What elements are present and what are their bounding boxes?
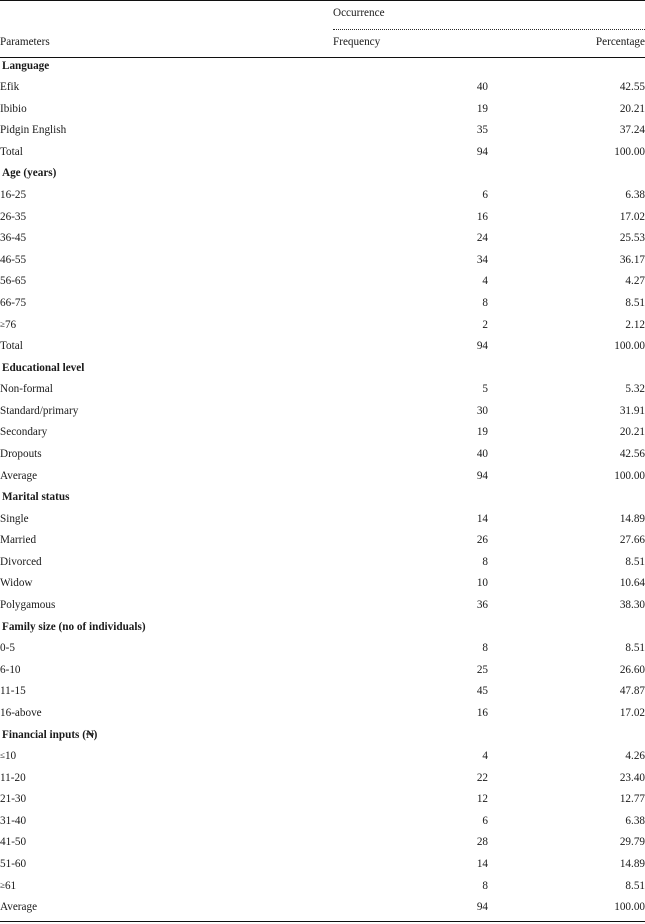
cell-frequency: 94 xyxy=(333,339,488,361)
cell-parameter: 36-45 xyxy=(0,231,333,253)
cell-frequency: 8 xyxy=(333,554,488,576)
cell-parameter: 26-35 xyxy=(0,209,333,231)
cell-percentage: 14.89 xyxy=(488,856,645,878)
cell-frequency: 2 xyxy=(333,317,488,339)
cell-percentage: 100.00 xyxy=(488,339,645,361)
cell-parameter: 16-above xyxy=(0,705,333,727)
table-row xyxy=(0,749,645,771)
cell-parameter: 66-75 xyxy=(0,295,333,317)
cell-parameter: Pidgin English xyxy=(0,123,333,145)
table-row xyxy=(0,878,645,900)
column-header-row xyxy=(0,34,645,56)
cell-percentage: 36.17 xyxy=(488,252,645,274)
cell-parameter: Married xyxy=(0,533,333,555)
cell-parameter: 16-25 xyxy=(0,187,333,209)
cell-parameter: Average xyxy=(0,468,333,490)
cell-frequency: 26 xyxy=(333,533,488,555)
cell-parameter: 6-10 xyxy=(0,662,333,684)
table-row xyxy=(0,101,645,123)
cell-frequency: 35 xyxy=(333,123,488,145)
cell-percentage: 8.51 xyxy=(488,295,645,317)
table-row xyxy=(0,231,645,253)
table-row xyxy=(0,770,645,792)
section-group-row xyxy=(0,166,645,188)
table-row xyxy=(0,123,645,145)
cell-percentage: 4.26 xyxy=(488,749,645,771)
cell-parameter: ≤10 xyxy=(0,749,333,771)
cell-parameter: Divorced xyxy=(0,554,333,576)
cell-frequency: 45 xyxy=(333,684,488,706)
cell-frequency: 8 xyxy=(333,295,488,317)
cell-parameter: Secondary xyxy=(0,425,333,447)
cell-parameter: 46-55 xyxy=(0,252,333,274)
table-row xyxy=(0,576,645,598)
cell-frequency: 16 xyxy=(333,209,488,231)
cell-frequency: 6 xyxy=(333,187,488,209)
section-group-row xyxy=(0,727,645,749)
cell-parameter: Widow xyxy=(0,576,333,598)
cell-percentage: 4.27 xyxy=(488,274,645,296)
column-header-parameters: Parameters xyxy=(0,34,333,56)
section-group-row xyxy=(0,490,645,512)
spanning-header-occurrence: Occurrence xyxy=(333,3,645,25)
table-row xyxy=(0,144,645,166)
table-row xyxy=(0,425,645,447)
cell-percentage: 100.00 xyxy=(488,900,645,922)
table-row xyxy=(0,533,645,555)
cell-parameter: 21-30 xyxy=(0,792,333,814)
cell-parameter: Average xyxy=(0,900,333,922)
dotted-rule-cell xyxy=(333,25,645,34)
cell-parameter: Standard/primary xyxy=(0,403,333,425)
cell-frequency: 8 xyxy=(333,641,488,663)
cell-percentage: 8.51 xyxy=(488,554,645,576)
cell-parameter: 11-15 xyxy=(0,684,333,706)
cell-percentage: 17.02 xyxy=(488,705,645,727)
table-row xyxy=(0,597,645,619)
cell-percentage: 5.32 xyxy=(488,382,645,404)
column-header-frequency: Frequency xyxy=(333,34,488,56)
table-row xyxy=(0,684,645,706)
cell-parameter: 56-65 xyxy=(0,274,333,296)
section-group-label: Financial inputs (₦) xyxy=(0,727,645,749)
cell-frequency: 30 xyxy=(333,403,488,425)
cell-frequency: 94 xyxy=(333,900,488,922)
table-row xyxy=(0,446,645,468)
cell-parameter: Efik xyxy=(0,80,333,102)
cell-frequency: 14 xyxy=(333,511,488,533)
table-row xyxy=(0,252,645,274)
cell-percentage: 17.02 xyxy=(488,209,645,231)
cell-frequency: 6 xyxy=(333,813,488,835)
cell-frequency: 4 xyxy=(333,274,488,296)
spanning-header-dotted-rule-row xyxy=(0,25,645,34)
cell-frequency: 8 xyxy=(333,878,488,900)
cell-percentage: 10.64 xyxy=(488,576,645,598)
cell-parameter: Non-formal xyxy=(0,382,333,404)
cell-frequency: 40 xyxy=(333,80,488,102)
cell-frequency: 22 xyxy=(333,770,488,792)
table-row xyxy=(0,187,645,209)
cell-parameter: Polygamous xyxy=(0,597,333,619)
table-row xyxy=(0,900,645,922)
cell-frequency: 25 xyxy=(333,662,488,684)
cell-frequency: 28 xyxy=(333,835,488,857)
cell-parameter: ≥76 xyxy=(0,317,333,339)
section-group-row xyxy=(0,58,645,80)
cell-percentage: 6.38 xyxy=(488,187,645,209)
cell-percentage: 37.24 xyxy=(488,123,645,145)
cell-frequency: 24 xyxy=(333,231,488,253)
table-row xyxy=(0,80,645,102)
cell-parameter: Dropouts xyxy=(0,446,333,468)
section-group-row xyxy=(0,619,645,641)
cell-parameter: Total xyxy=(0,144,333,166)
spanning-header-row xyxy=(0,3,645,25)
table-row xyxy=(0,705,645,727)
table-row xyxy=(0,511,645,533)
cell-parameter: Ibibio xyxy=(0,101,333,123)
cell-percentage: 6.38 xyxy=(488,813,645,835)
cell-parameter: 0-5 xyxy=(0,641,333,663)
dotted-rule-spacer xyxy=(0,25,333,34)
cell-percentage: 47.87 xyxy=(488,684,645,706)
cell-parameter: 31-40 xyxy=(0,813,333,835)
cell-percentage: 100.00 xyxy=(488,144,645,166)
cell-frequency: 19 xyxy=(333,425,488,447)
cell-frequency: 4 xyxy=(333,749,488,771)
cell-percentage: 38.30 xyxy=(488,597,645,619)
cell-percentage: 8.51 xyxy=(488,878,645,900)
table-row xyxy=(0,835,645,857)
cell-parameter: 41-50 xyxy=(0,835,333,857)
cell-frequency: 94 xyxy=(333,144,488,166)
cell-percentage: 23.40 xyxy=(488,770,645,792)
section-group-label: Marital status xyxy=(0,490,645,512)
cell-frequency: 12 xyxy=(333,792,488,814)
cell-percentage: 8.51 xyxy=(488,641,645,663)
table-row xyxy=(0,468,645,490)
cell-percentage: 42.55 xyxy=(488,80,645,102)
cell-percentage: 20.21 xyxy=(488,425,645,447)
cell-frequency: 14 xyxy=(333,856,488,878)
table-row xyxy=(0,792,645,814)
cell-parameter: 51-60 xyxy=(0,856,333,878)
table-row xyxy=(0,856,645,878)
table-row xyxy=(0,295,645,317)
cell-percentage: 100.00 xyxy=(488,468,645,490)
cell-parameter: Total xyxy=(0,339,333,361)
table-body xyxy=(0,1,645,924)
table-row xyxy=(0,403,645,425)
dotted-rule xyxy=(333,28,645,30)
cell-percentage: 42.56 xyxy=(488,446,645,468)
section-group-label: Language xyxy=(0,58,645,80)
cell-frequency: 40 xyxy=(333,446,488,468)
cell-percentage: 25.53 xyxy=(488,231,645,253)
cell-parameter: Single xyxy=(0,511,333,533)
section-group-row xyxy=(0,360,645,382)
column-header-percentage: Percentage xyxy=(488,34,645,56)
cell-percentage: 20.21 xyxy=(488,101,645,123)
cell-frequency: 19 xyxy=(333,101,488,123)
cell-frequency: 94 xyxy=(333,468,488,490)
cell-percentage: 14.89 xyxy=(488,511,645,533)
cell-frequency: 36 xyxy=(333,597,488,619)
table-row xyxy=(0,274,645,296)
table-row xyxy=(0,339,645,361)
cell-parameter: ≥61 xyxy=(0,878,333,900)
cell-frequency: 34 xyxy=(333,252,488,274)
cell-parameter: 11-20 xyxy=(0,770,333,792)
table-row xyxy=(0,317,645,339)
cell-percentage: 26.60 xyxy=(488,662,645,684)
spanning-header-spacer xyxy=(0,3,333,25)
cell-frequency: 5 xyxy=(333,382,488,404)
cell-percentage: 27.66 xyxy=(488,533,645,555)
table-row xyxy=(0,554,645,576)
table-row xyxy=(0,662,645,684)
table-row xyxy=(0,641,645,663)
cell-percentage: 29.79 xyxy=(488,835,645,857)
section-group-label: Family size (no of individuals) xyxy=(0,619,645,641)
section-group-label: Age (years) xyxy=(0,166,645,188)
cell-percentage: 12.77 xyxy=(488,792,645,814)
section-group-label: Educational level xyxy=(0,360,645,382)
cell-percentage: 31.91 xyxy=(488,403,645,425)
cell-frequency: 16 xyxy=(333,705,488,727)
cell-percentage: 2.12 xyxy=(488,317,645,339)
table-row xyxy=(0,382,645,404)
table-row xyxy=(0,813,645,835)
cell-frequency: 10 xyxy=(333,576,488,598)
table-row xyxy=(0,209,645,231)
